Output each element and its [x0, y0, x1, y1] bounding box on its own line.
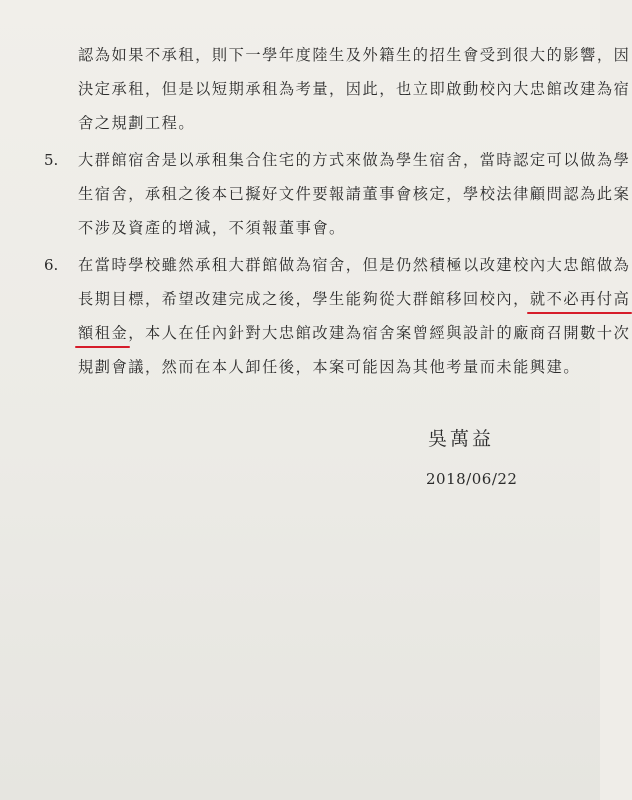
item-6-number: 6. [44, 256, 59, 274]
item-4-line-1: 認為如果不承租，則下一學年度陸生及外籍生的招生會受到很大的影響，因 [78, 46, 631, 64]
item-6-line-2-text: 長期目標，希望改建完成之後，學生能夠從大群館移回校內， [78, 290, 530, 308]
highlighted-phrase-part-2: 額租金 [78, 324, 129, 342]
highlighted-phrase-part-1: 就不必再付高 [529, 290, 631, 308]
item-6-line-4: 規劃會議，然而在本人卸任後，本案可能因為其他考量而未能興建。 [78, 358, 581, 376]
item-4-line-3: 舍之規劃工程。 [78, 114, 196, 132]
item-5-line-3: 不涉及資產的增減，不須報董事會。 [78, 219, 346, 237]
item-5-line-1: 大群館宿舍是以承租集合住宅的方式來做為學生宿舍，當時認定可以做為學 [78, 151, 631, 169]
item-4-line-2: 決定承租，但是以短期承租為考量，因此，也立即啟動校內大忠館改建為宿 [78, 80, 631, 98]
signature-date: 2018/06/22 [426, 470, 518, 488]
item-6-line-1: 在當時學校雖然承租大群館做為宿舍，但是仍然積極以改建校內大忠館做為 [78, 256, 631, 274]
item-6-line-3 [78, 326, 630, 341]
item-5-line-2: 生宿舍，承租之後本已擬好文件要報請董事會核定，學校法律顧問認為此案 [78, 185, 631, 203]
item-6-line-3-text: ，本人在任內針對大忠館改建為宿舍案曾經與設計的廠商召開數十次 [128, 324, 631, 342]
signature-name: 吳萬益 [428, 428, 495, 450]
item-6-line-2 [78, 292, 630, 307]
item-5-number: 5. [44, 151, 59, 169]
